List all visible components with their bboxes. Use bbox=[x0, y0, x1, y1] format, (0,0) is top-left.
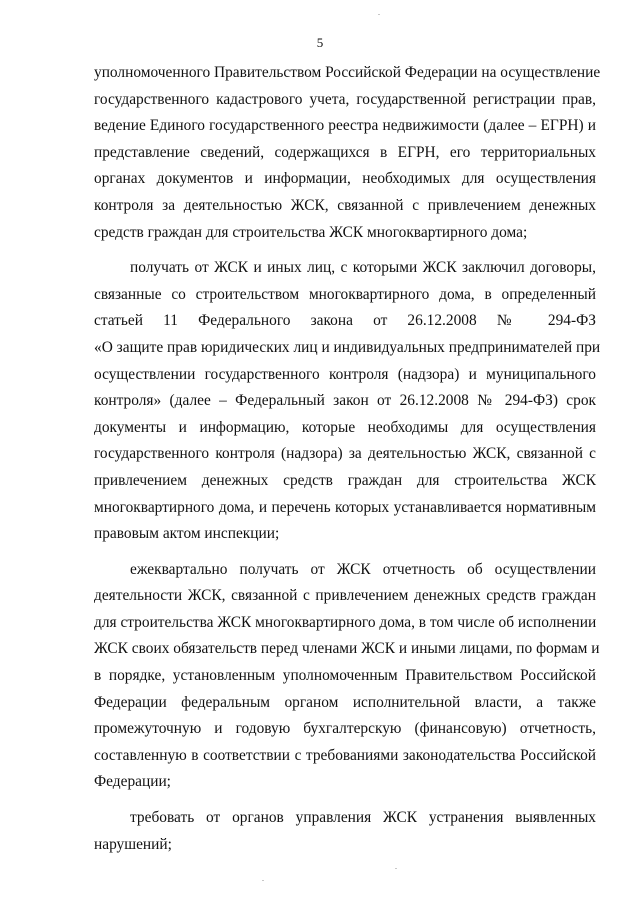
text-line: органах документов и информации, необходимых для осуществления bbox=[94, 170, 596, 188]
text-line: государственного контроля (надзора) за деятельностью ЖСК, связанной с bbox=[94, 445, 596, 463]
text-line: получать от ЖСК и иных лиц, с которыми ЖСК заключил договоры, bbox=[130, 259, 596, 277]
text-line: составленную в соответствии с требованиями законодательства Российской bbox=[94, 746, 596, 764]
text-line: ЖСК своих обязательств перед членами ЖСК и иными лицами, по формам и bbox=[94, 640, 600, 658]
text-line: Федерации федеральным органом исполнительной власти, а также bbox=[94, 693, 596, 711]
text-line: Федерации; bbox=[94, 773, 171, 791]
document-body bbox=[94, 60, 601, 867]
scan-speck bbox=[262, 880, 264, 881]
text-line: правовым актом инспекции; bbox=[94, 525, 280, 543]
text-line: связанные со строительством многоквартирного дома, в определенный bbox=[94, 285, 596, 303]
text-line: средств граждан для строительства ЖСК многоквартирного дома; bbox=[94, 223, 528, 241]
paragraph-2 bbox=[94, 255, 601, 548]
text-line: осуществлении государственного контроля (надзора) и муниципального bbox=[94, 365, 596, 383]
paragraph-1 bbox=[94, 60, 601, 246]
text-line: многоквартирного дома, и перечень которых устанавливается нормативным bbox=[94, 498, 596, 516]
scan-speck bbox=[395, 868, 397, 869]
text-line: контроля» (далее – Федеральный закон от 26.12.2008 № 294-ФЗ) срок bbox=[94, 392, 596, 410]
text-line: в порядке, установленным уполномоченным Правительством Российской bbox=[94, 667, 596, 685]
text-line: деятельности ЖСК, связанной с привлечением денежных средств граждан bbox=[94, 587, 596, 605]
text-line: привлечением денежных средств граждан для строительства ЖСК bbox=[94, 471, 596, 489]
text-line: уполномоченного Правительством Российской Федерации на осуществление bbox=[94, 64, 601, 81]
page-number: 5 bbox=[316, 35, 324, 50]
paragraph-4 bbox=[94, 805, 596, 858]
paragraph-3 bbox=[94, 557, 600, 796]
text-line: промежуточную и годовую бухгалтерскую (финансовую) отчетность, bbox=[94, 720, 596, 738]
text-line: «О защите прав юридических лиц и индивидуальных предпринимателей при bbox=[94, 338, 601, 356]
scan-speck bbox=[378, 14, 380, 15]
text-line: ведение Единого государственного реестра недвижимости (далее – ЕГРН) и bbox=[94, 117, 596, 135]
text-line: документы и информацию, которые необходимы для осуществления bbox=[94, 418, 596, 436]
text-line: статьей 11 Федерального закона от 26.12.2008 № 294-ФЗ bbox=[94, 312, 596, 330]
text-line: для строительства ЖСК многоквартирного дома, в том числе об исполнении bbox=[94, 613, 597, 631]
text-line: нарушений; bbox=[94, 835, 172, 853]
text-line: государственного кадастрового учета, государственной регистрации прав, bbox=[94, 90, 596, 108]
text-line: ежеквартально получать от ЖСК отчетность об осуществлении bbox=[130, 560, 596, 578]
text-line: представление сведений, содержащихся в ЕГРН, его территориальных bbox=[94, 143, 596, 161]
text-line: требовать от органов управления ЖСК устранения выявленных bbox=[130, 809, 596, 827]
text-line: контроля за деятельностью ЖСК, связанной с привлечением денежных bbox=[94, 196, 596, 214]
